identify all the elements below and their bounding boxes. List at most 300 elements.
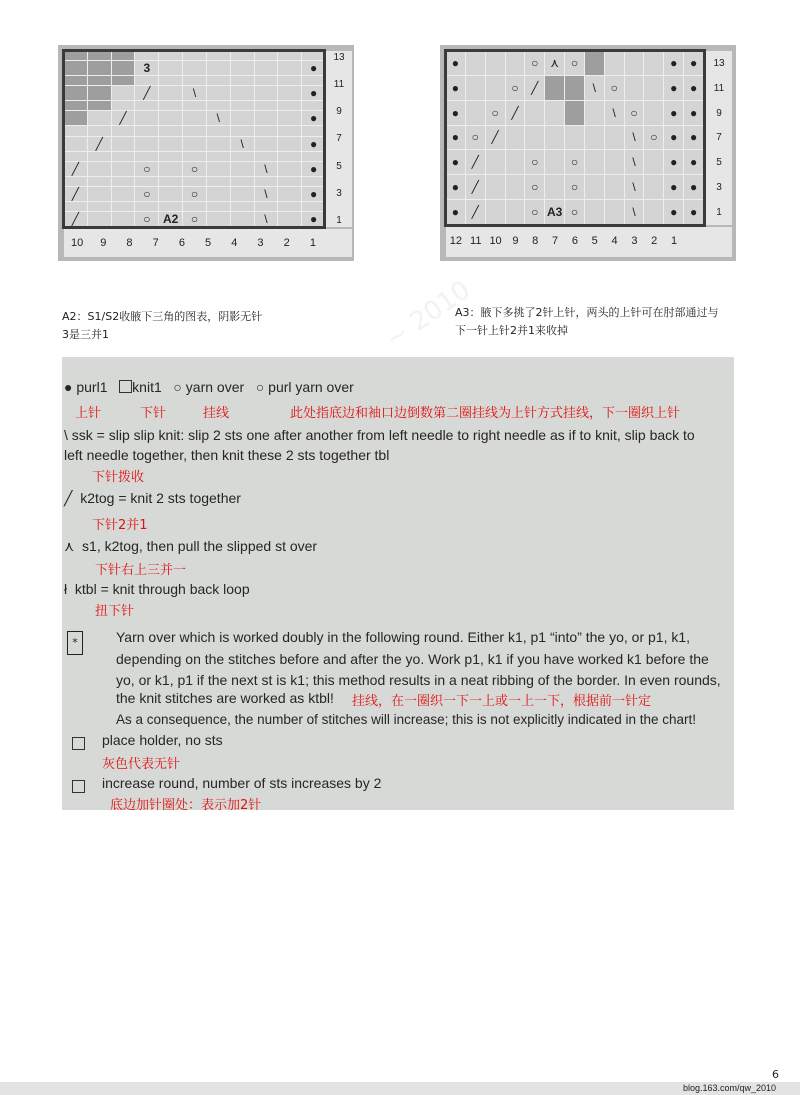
caption-a3-line1: A3：腋下多挑了2针上针，两头的上针可在肘部通过与	[455, 306, 719, 319]
chartA2-cell	[64, 101, 88, 111]
chartA2-cell	[64, 86, 88, 101]
chartA2-row-number: 5	[336, 160, 342, 172]
chartA2-cell	[88, 212, 112, 227]
chartA2-cell	[159, 137, 183, 152]
purl-yarn-over-symbol-icon: ○	[255, 379, 265, 395]
chartA2-cell	[112, 137, 136, 152]
chartA2-cell: \	[255, 187, 279, 202]
chartA2-cell	[135, 137, 159, 152]
chartA3-cell	[565, 126, 585, 151]
chartA2-cell	[231, 101, 255, 111]
chartA2-cell	[231, 61, 255, 76]
chartA3-cell: \	[625, 150, 645, 175]
chartA2-cell	[159, 86, 183, 101]
chartA2-cell: ╱	[135, 86, 159, 101]
chartA2-cell: ●	[302, 86, 326, 101]
chartA2-cell: \	[207, 111, 231, 126]
chartA3-col-number: 5	[591, 235, 598, 247]
chartA2-cell	[88, 61, 112, 76]
chartA3-cell	[585, 150, 605, 175]
chartA3-cell: ●	[664, 101, 684, 126]
chartA2-cell: \	[255, 162, 279, 177]
chartA2-cell	[135, 152, 159, 162]
chartA3-cell: ⋏	[545, 51, 565, 76]
chartA3-cell: ●	[684, 51, 704, 76]
chartA2-cell	[135, 111, 159, 126]
chartA3-col-number: 4	[611, 235, 618, 247]
chartA3-cell: ○	[565, 150, 585, 175]
chartA2-cell	[159, 126, 183, 136]
cn-yarn-over: 挂线	[203, 406, 230, 421]
chartA3-col-number: 11	[470, 235, 482, 247]
chartA2-row-number: 11	[333, 79, 345, 91]
chartA2-cell	[231, 51, 255, 61]
chartA3-col-number: 2	[651, 235, 658, 247]
chartA2-cell: ●	[302, 212, 326, 227]
chartA2-cell	[231, 202, 255, 212]
chartA2-cell	[207, 177, 231, 187]
chartA2-col-number: 1	[309, 237, 316, 249]
chartA3-cell: ○	[525, 150, 545, 175]
chartA2-cell	[302, 101, 326, 111]
chartA2-cell	[135, 101, 159, 111]
chartA3-row-number: 3	[716, 182, 722, 194]
chartA3-cell	[466, 101, 486, 126]
chartA2-cell	[183, 152, 207, 162]
chartA2-cell	[159, 111, 183, 126]
chartA2-cell	[255, 111, 279, 126]
chartA2-cell: ╱	[64, 187, 88, 202]
chartA2-row-number: 3	[336, 187, 342, 199]
chartA2-cell	[302, 152, 326, 162]
cn-ktbl: 扭下针	[95, 604, 135, 619]
chartA3-cell: ╱	[506, 101, 526, 126]
chartA3-col-number: 7	[552, 235, 559, 247]
chartA3-cell: ○	[565, 200, 585, 225]
chartA3-cell	[644, 76, 664, 101]
double-yo-line4: the knit stitches are worked as ktbl!	[116, 690, 334, 706]
chartA2-cell: ○	[135, 162, 159, 177]
legend-row-ssk	[64, 427, 695, 443]
chartA3-cell	[486, 76, 506, 101]
chartA2-cell	[64, 202, 88, 212]
chartA3-cell: ●	[446, 200, 466, 225]
cn-s1k2tog: 下针右上三并一	[95, 563, 187, 578]
chartA3-cell: ╱	[466, 175, 486, 200]
chartA2-cell	[255, 177, 279, 187]
chartA2-row-number	[326, 92, 352, 106]
chartA2-cell: ●	[302, 187, 326, 202]
chartA3-cell	[625, 76, 645, 101]
chartA3-cell: \	[625, 175, 645, 200]
chartA2-cell	[112, 86, 136, 101]
chartA2-cell	[207, 137, 231, 152]
chartA3-row-number: 13	[713, 57, 725, 69]
chartA3-cell: ●	[664, 76, 684, 101]
chartA2-cell	[64, 61, 88, 76]
chartA2-cell	[159, 202, 183, 212]
chartA2-cell: A2	[159, 212, 183, 227]
chartA2-cell	[183, 126, 207, 136]
chartA3-cell	[486, 150, 506, 175]
ssk-line1: ssk = slip slip knit: slip 2 sts one after another from left needle to right needle as if to knit, slip back to	[71, 427, 695, 443]
k2tog-symbol-icon: ╱	[64, 490, 73, 506]
chartA2-cell	[207, 86, 231, 101]
chartA2-cell	[64, 51, 88, 61]
chartA2-cell	[207, 101, 231, 111]
chartA3-cell	[605, 126, 625, 151]
footer-bar	[0, 1082, 800, 1095]
caption-a3	[455, 304, 755, 340]
chartA2-col-number: 8	[126, 237, 133, 249]
double-yo-line5: As a consequence, the number of stitches will increase; this is not explicitly indicated in the chart!	[116, 712, 697, 727]
chartA2-cell	[207, 126, 231, 136]
chartA2-cell: ○	[135, 212, 159, 227]
chartA2-cell	[159, 152, 183, 162]
chartA3-cell	[644, 101, 664, 126]
chartA2-cell	[112, 202, 136, 212]
chartA2-col-number: 5	[205, 237, 212, 249]
chartA2-cell	[183, 111, 207, 126]
chartA2-cell	[159, 76, 183, 86]
chartA2-cell	[112, 162, 136, 177]
chartA2-col-number: 4	[231, 237, 238, 249]
chartA3-cell: ○	[525, 51, 545, 76]
chartA2-cell: ╱	[112, 111, 136, 126]
placeholder-label: place holder, no sts	[102, 732, 223, 748]
chartA2-cell	[255, 126, 279, 136]
chartA2-cell	[255, 202, 279, 212]
chartA3-cell	[644, 175, 664, 200]
cn-increase: 底边加针圈处：表示加2针	[110, 798, 262, 813]
chartA2-cell: \	[231, 137, 255, 152]
chartA2-cell	[231, 187, 255, 202]
chartA2-cell	[183, 51, 207, 61]
chartA2-row-number	[326, 65, 352, 79]
chartA2-cell	[231, 126, 255, 136]
chartA2-cell	[255, 86, 279, 101]
chartA3-cell	[486, 51, 506, 76]
legend-row-basic	[64, 379, 354, 395]
chartA3-cell: ○	[525, 200, 545, 225]
chartA2-col-number: 7	[152, 237, 159, 249]
chartA2-row-number	[326, 173, 352, 187]
chart-a2-row-numbers	[326, 51, 352, 227]
chartA2-cell	[231, 76, 255, 86]
chartA3-cell: ●	[684, 76, 704, 101]
chartA2-cell	[88, 126, 112, 136]
chartA2-cell: \	[183, 86, 207, 101]
chartA3-cell: ●	[664, 200, 684, 225]
chartA2-cell	[135, 51, 159, 61]
chartA2-row-number: 13	[333, 52, 345, 64]
k2tog-label: k2tog = knit 2 sts together	[80, 490, 241, 506]
chartA2-cell	[112, 126, 136, 136]
purl-symbol-icon: ●	[64, 379, 73, 395]
chartA2-cell	[255, 76, 279, 86]
chartA2-cell	[112, 177, 136, 187]
increase-label: increase round, number of sts increases by 2	[102, 775, 382, 791]
chartA2-cell	[88, 162, 112, 177]
chartA2-cell	[135, 76, 159, 86]
chart-a2-grid	[64, 51, 326, 227]
s1k2tog-label: s1, k2tog, then pull the slipped st over	[82, 538, 318, 554]
chartA2-cell	[278, 51, 302, 61]
chartA3-cell	[605, 150, 625, 175]
chartA2-cell	[183, 101, 207, 111]
chartA2-cell	[112, 61, 136, 76]
cn-purl-yo-note: 此处指底边和袖口边倒数第二圈挂线为上针方式挂线，下一圈织上针	[290, 406, 681, 421]
chartA3-cell	[565, 101, 585, 126]
watermark: ~ 2010	[380, 275, 477, 355]
chartA2-cell	[231, 152, 255, 162]
chartA3-col-number: 3	[631, 235, 638, 247]
knit-symbol-icon	[119, 380, 132, 393]
chartA2-cell	[255, 61, 279, 76]
chartA2-cell	[207, 51, 231, 61]
chartA2-cell	[207, 61, 231, 76]
chartA2-cell	[302, 51, 326, 61]
chartA2-cell	[207, 76, 231, 86]
chartA2-cell	[112, 152, 136, 162]
chartA2-row-number	[326, 200, 352, 214]
chartA3-cell	[506, 51, 526, 76]
chartA2-cell: ●	[302, 162, 326, 177]
chartA2-cell	[88, 51, 112, 61]
chartA2-row-number	[326, 119, 352, 133]
chartA2-cell: ○	[183, 162, 207, 177]
s1k2tog-symbol-icon: ⋏	[64, 538, 75, 554]
chartA3-cell: ○	[466, 126, 486, 151]
chartA3-col-number: 1	[671, 235, 678, 247]
chartA3-cell: ╱	[525, 76, 545, 101]
chartA2-cell	[159, 101, 183, 111]
increase-symbol-icon	[72, 780, 85, 793]
chartA2-cell	[159, 51, 183, 61]
chartA2-cell	[207, 212, 231, 227]
chartA2-cell	[64, 137, 88, 152]
chartA2-row-number	[326, 146, 352, 160]
chartA2-cell	[278, 177, 302, 187]
chartA3-cell: ●	[684, 126, 704, 151]
chartA3-cell	[585, 126, 605, 151]
ktbl-label: ktbl = knit through back loop	[74, 581, 250, 597]
chartA3-row-number: 5	[716, 157, 722, 169]
chartA2-cell	[255, 152, 279, 162]
chartA3-row-number: 11	[713, 82, 725, 94]
chartA2-cell	[207, 187, 231, 202]
chartA3-cell	[565, 76, 585, 101]
yarn-over-label: yarn over	[185, 379, 245, 395]
chartA3-cell	[585, 200, 605, 225]
chartA3-cell	[644, 51, 664, 76]
chartA3-cell: ●	[446, 150, 466, 175]
chartA3-cell	[585, 175, 605, 200]
chartA2-cell	[231, 212, 255, 227]
chartA2-cell	[302, 202, 326, 212]
chartA2-cell	[159, 162, 183, 177]
chartA2-cell	[278, 137, 302, 152]
chartA3-cell: ●	[684, 200, 704, 225]
chartA2-cell	[159, 61, 183, 76]
chartA2-cell	[231, 177, 255, 187]
chartA2-col-number: 3	[257, 237, 264, 249]
placeholder-symbol-icon	[72, 737, 85, 750]
chartA2-cell	[64, 177, 88, 187]
chartA3-cell: ●	[664, 126, 684, 151]
chartA3-cell	[585, 101, 605, 126]
chartA2-cell	[302, 76, 326, 86]
chartA2-cell	[88, 187, 112, 202]
chartA2-cell	[207, 162, 231, 177]
chartA2-cell	[88, 152, 112, 162]
chartA3-cell	[466, 76, 486, 101]
chartA2-cell	[278, 101, 302, 111]
caption-a2	[62, 308, 362, 344]
chartA3-cell: ○	[644, 126, 664, 151]
chartA3-cell: ●	[446, 101, 466, 126]
purl-yarn-over-label: purl yarn over	[268, 379, 354, 395]
cn-purl: 上针	[75, 406, 102, 421]
chartA3-cell	[644, 150, 664, 175]
chartA3-cell	[506, 175, 526, 200]
chartA3-cell	[545, 175, 565, 200]
chartA2-cell	[255, 137, 279, 152]
chartA3-cell	[466, 51, 486, 76]
chartA2-cell	[278, 212, 302, 227]
chartA2-cell: ╱	[64, 162, 88, 177]
chart-a3-image	[440, 45, 736, 261]
chartA3-cell	[486, 200, 506, 225]
chartA2-cell	[112, 101, 136, 111]
cn-ssk: 下针拨收	[92, 470, 145, 485]
chartA2-cell	[64, 76, 88, 86]
chartA3-cell: ○	[506, 76, 526, 101]
chartA2-cell: ○	[183, 187, 207, 202]
chartA2-cell	[88, 101, 112, 111]
chartA3-cell	[506, 150, 526, 175]
chartA2-cell: ○	[183, 212, 207, 227]
double-yo-line1: Yarn over which is worked doubly in the following round. Either k1, p1 “into” the yo, or p1, k1,	[116, 629, 691, 645]
chart-a2-image	[58, 45, 354, 261]
ssk-symbol-icon: \	[64, 427, 68, 443]
chartA2-cell	[88, 86, 112, 101]
chartA3-cell	[605, 200, 625, 225]
chartA2-cell	[159, 187, 183, 202]
chartA3-cell	[644, 200, 664, 225]
chartA2-row-number: 1	[336, 214, 342, 226]
chartA2-cell	[64, 111, 88, 126]
chartA3-cell	[545, 126, 565, 151]
chartA3-cell: ○	[525, 175, 545, 200]
chartA3-col-number: 9	[512, 235, 519, 247]
chartA3-cell	[605, 175, 625, 200]
chartA2-cell	[183, 177, 207, 187]
chartA3-cell	[545, 101, 565, 126]
chartA2-row-number: 7	[336, 133, 342, 145]
chartA3-cell: ●	[684, 175, 704, 200]
chartA2-cell	[183, 137, 207, 152]
chartA3-cell	[605, 51, 625, 76]
chartA2-cell	[231, 111, 255, 126]
chartA3-col-number: 8	[532, 235, 539, 247]
legend-row-k2tog	[64, 490, 241, 507]
chartA2-cell	[255, 101, 279, 111]
chartA3-row-number: 7	[716, 132, 722, 144]
chartA3-cell: ○	[486, 101, 506, 126]
chart-a3-row-numbers	[706, 51, 732, 225]
chartA2-cell: ╱	[88, 137, 112, 152]
yarn-over-symbol-icon: ○	[173, 379, 182, 395]
chartA2-cell	[278, 86, 302, 101]
legend-row-s1k2tog	[64, 538, 317, 555]
chartA2-cell	[207, 202, 231, 212]
chartA3-cell: \	[625, 126, 645, 151]
chartA2-cell	[231, 162, 255, 177]
chartA2-cell	[302, 177, 326, 187]
chartA3-cell	[545, 76, 565, 101]
chartA2-cell	[278, 61, 302, 76]
chartA3-cell: \	[585, 76, 605, 101]
chartA2-cell	[135, 202, 159, 212]
chartA2-cell	[183, 61, 207, 76]
chartA2-cell: ●	[302, 137, 326, 152]
chartA3-cell: \	[625, 200, 645, 225]
chartA3-cell	[525, 126, 545, 151]
chartA2-col-number: 10	[70, 237, 84, 249]
chartA2-cell: ●	[302, 111, 326, 126]
chartA2-cell	[255, 51, 279, 61]
chartA3-cell	[525, 101, 545, 126]
chartA2-cell	[159, 177, 183, 187]
chartA2-cell	[64, 126, 88, 136]
chartA2-cell: 3	[135, 61, 159, 76]
chartA3-cell: ○	[625, 101, 645, 126]
chartA3-cell: ●	[446, 51, 466, 76]
knit-label: knit1	[132, 379, 162, 395]
cn-k2tog: 下针2并1	[92, 518, 148, 533]
chartA2-col-number: 6	[178, 237, 185, 249]
legend-row-ktbl	[64, 581, 250, 597]
chartA3-cell: ●	[446, 175, 466, 200]
chartA3-row-number: 9	[716, 107, 722, 119]
chartA2-cell	[88, 111, 112, 126]
chartA3-cell: ╱	[466, 150, 486, 175]
chartA3-cell: ●	[664, 51, 684, 76]
chartA2-cell	[207, 152, 231, 162]
chartA3-cell: ●	[446, 126, 466, 151]
double-yo-line2: depending on the stitches before and after the yo. Work p1, k1 if you have worked k1 before the	[116, 651, 709, 667]
caption-a2-line2: 3是三并1	[62, 328, 109, 341]
chartA3-cell	[545, 150, 565, 175]
page-number: 6	[772, 1068, 779, 1081]
chartA2-cell	[231, 86, 255, 101]
chartA3-cell	[486, 175, 506, 200]
chartA3-cell	[506, 126, 526, 151]
chartA3-cell: \	[605, 101, 625, 126]
double-yo-symbol-icon: *	[67, 631, 83, 655]
chart-a2-col-numbers	[64, 229, 326, 257]
chartA2-row-number: 9	[336, 106, 342, 118]
chartA2-cell	[278, 187, 302, 202]
chartA2-cell: \	[255, 212, 279, 227]
chartA3-cell: ●	[684, 101, 704, 126]
blog-url: blog.163.com/qw_2010	[683, 1083, 777, 1093]
chartA3-cell	[506, 200, 526, 225]
chartA3-cell	[625, 51, 645, 76]
cn-double-yo: 挂线，在一圈织一下一上或一上一下，根据前一针定	[352, 694, 652, 709]
chartA2-cell	[88, 177, 112, 187]
